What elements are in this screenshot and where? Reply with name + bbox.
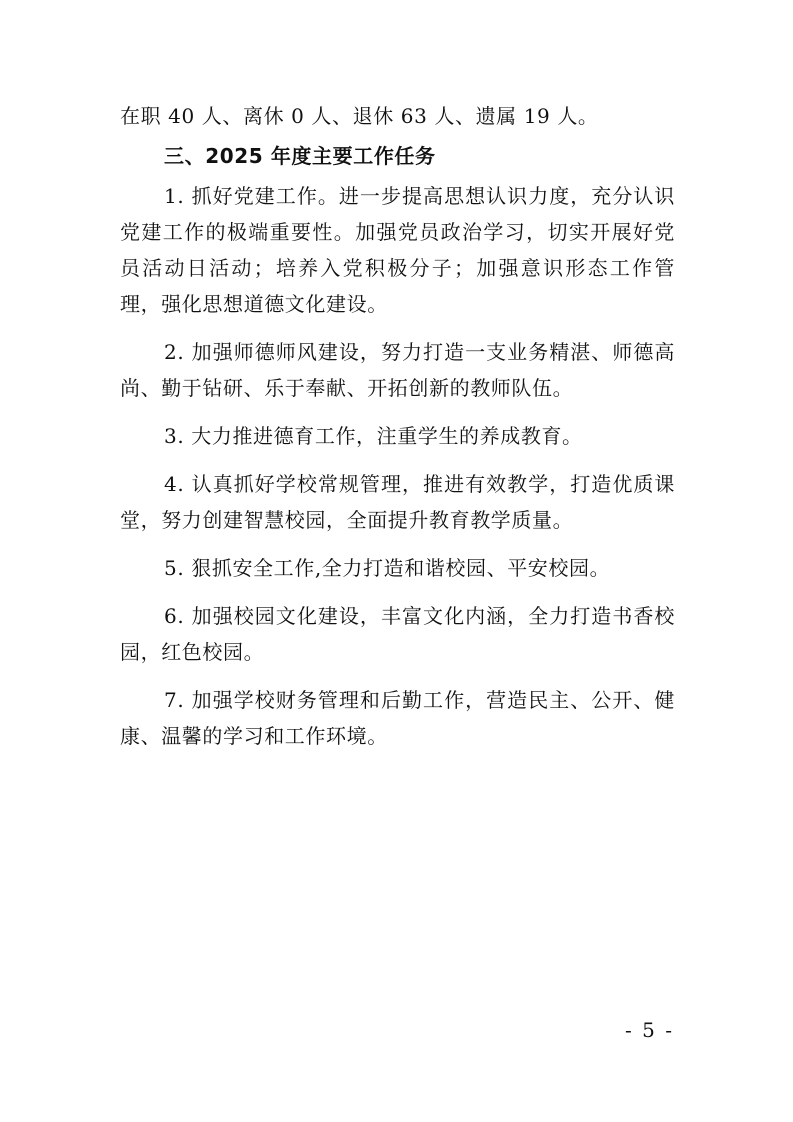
task-item-2: 2. 加强师德师风建设，努力打造一支业务精湛、师德高尚、勤于钻研、乐于奉献、开拓创新的教师队伍。 bbox=[120, 340, 675, 400]
task-item-6: 6. 加强校园文化建设，丰富文化内涵，全力打造书香校园，红色校园。 bbox=[120, 604, 675, 664]
task-item-5: 5. 狠抓安全工作,全力打造和谐校园、平安校园。 bbox=[164, 556, 611, 580]
document-body bbox=[120, 98, 675, 754]
task-item-4: 4. 认真抓好学校常规管理，推进有效教学，打造优质课堂，努力创建智慧校园，全面提升教育教学质量。 bbox=[120, 472, 675, 532]
section-heading: 三、2025 年度主要工作任务 bbox=[164, 144, 436, 168]
task-item-1: 1. 抓好党建工作。进一步提高思想认识力度，充分认识党建工作的极端重要性。加强党员政治学习，切实开展好党员活动日活动；培养入党积极分子；加强意识形态工作管理，强化思想道德文化建设。 bbox=[120, 184, 675, 316]
page-number: - 5 - bbox=[625, 1018, 674, 1042]
task-item-3: 3. 大力推进德育工作，注重学生的养成教育。 bbox=[164, 424, 583, 448]
staff-summary-paragraph: 在职 40 人、离休 0 人、退休 63 人、遗属 19 人。 bbox=[120, 104, 599, 128]
task-item-7: 7. 加强学校财务管理和后勤工作，营造民主、公开、健康、温馨的学习和工作环境。 bbox=[120, 688, 675, 748]
